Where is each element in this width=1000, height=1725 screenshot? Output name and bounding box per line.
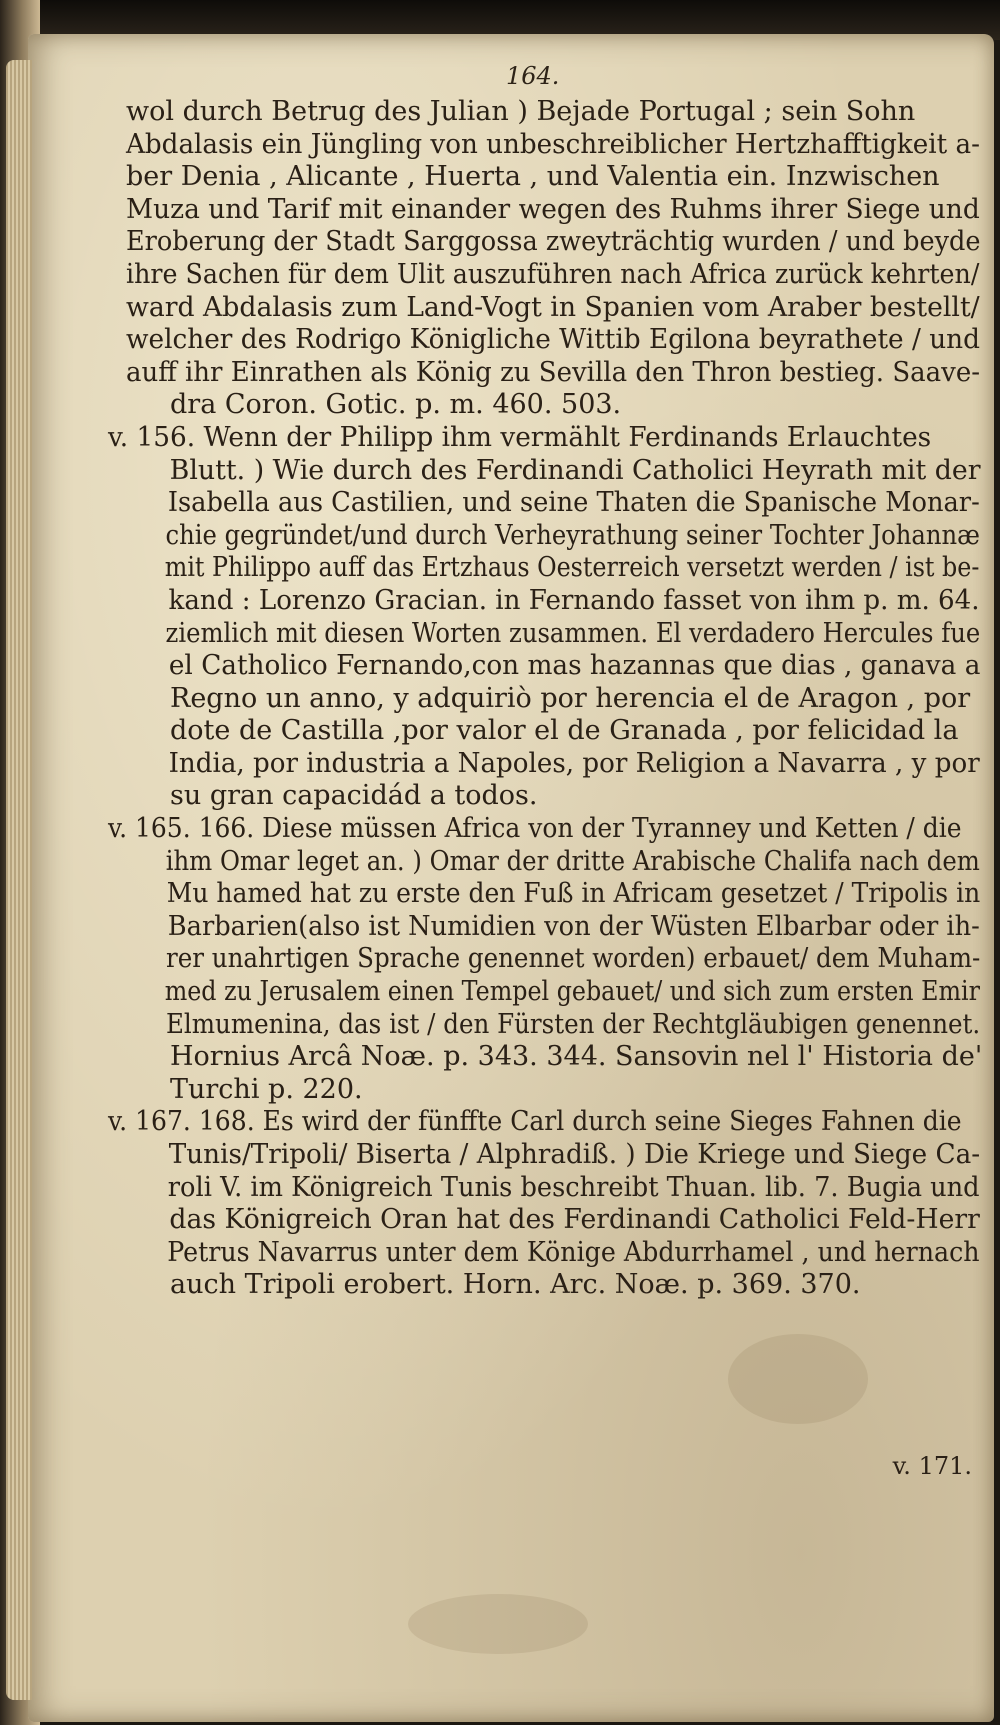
text-line: Petrus Navarrus unter dem Könige Abdurrhamel , und hernach [167, 1236, 980, 1268]
text-line: dote de Castilla ,por valor el de Granada , por felicidad la [170, 715, 959, 747]
text-line: Muza und Tarif mit einander wegen des Ruhms ihrer Siege und [126, 193, 980, 225]
text-line: kand : Lorenzo Gracian. in Fernando fasset von ihm p. m. 64. [168, 584, 980, 616]
text-line: welcher des Rodrigo Königliche Wittib Egilona beyrathete / und [126, 324, 980, 356]
text-line: roli V. im Königreich Tunis beschreibt Thuan. lib. 7. Bugia und [167, 1171, 980, 1203]
text-line: Abdalasis ein Jüngling von unbeschreiblicher Hertzhafftigkeit a- [126, 128, 980, 160]
text-line: Isabella aus Castilien, und seine Thaten die Spanische Monar- [167, 487, 980, 519]
text-line: Turchi p. 220. [170, 1073, 363, 1105]
text-line: das Königreich Oran hat des Ferdinandi Catholici Feld-Herr [169, 1204, 980, 1236]
text-line: Barbarien(also ist Numidien von der Wüsten Elbarbar oder ih- [167, 910, 980, 942]
page-stain [728, 1334, 868, 1424]
text-line: ihm Omar leget an. ) Omar der dritte Arabische Chalifa nach dem [165, 845, 980, 877]
page-edges [6, 60, 32, 1700]
verse-reference-line: v. 167. 168. Es wird der fünffte Carl durch seine Sieges Fahnen die [108, 1106, 962, 1138]
text-line: su gran capacidád a todos. [170, 780, 538, 812]
verse-reference-line: v. 165. 166. Diese müssen Africa von der Tyranney und Ketten / die [108, 813, 962, 845]
catchword: v. 171. [892, 1452, 972, 1480]
text-line: dra Coron. Gotic. p. m. 460. 503. [170, 389, 622, 421]
text-line: auff ihr Einrathen als König zu Sevilla den Thron bestieg. Saave- [126, 356, 981, 388]
text-line: Hornius Arcâ Noæ. p. 343. 344. Sansovin nel l' Historia de' [170, 1041, 983, 1073]
text-line: Regno un anno, y adquiriò por herencia el de Aragon , por [170, 682, 971, 714]
text-line: med zu Jerusalem einen Tempel gebauet/ und sich zum ersten Emir [164, 976, 980, 1008]
text-line: rer unahrtigen Sprache genennet worden) erbauet/ dem Muham- [165, 943, 981, 975]
text-line: el Catholico Fernando,con mas hazannas que dias , ganava a [168, 650, 981, 682]
text-line: wol durch Betrug des Julian ) Bejade Portugal ; sein Sohn [126, 96, 916, 127]
page-text [108, 96, 984, 1302]
text-line: ihre Sachen für dem Ulit auszuführen nach Africa zurück kehrten/ [126, 258, 980, 290]
text-line: ward Abdalasis zum Land-Vogt in Spanien vom Araber bestellt/ [126, 291, 980, 323]
text-line: Elmumenina, das ist / den Fürsten der Rechtgläubigen genennet. [165, 1008, 981, 1040]
text-line: Blutt. ) Wie durch des Ferdinandi Catholici Heyrath mit der [169, 454, 981, 486]
text-line: India, por industria a Napoles, por Religion a Navarra , y por [168, 747, 980, 779]
text-line: mit Philippo auff das Ertzhaus Oesterreich versetzt werden / ist be- [164, 552, 980, 584]
text-line: Mu hamed hat zu erste den Fuß in Africam gesetzet / Tripolis in [166, 878, 981, 910]
text-line: Eroberung der Stadt Sarggossa zweyträchtig wurden / und beyde [126, 226, 981, 258]
text-line: chie gegründet/und durch Verheyrathung seiner Tochter Johannæ [165, 519, 980, 551]
text-line: ber Denia , Alicante , Huerta , und Valentia ein. Inzwischen [126, 161, 940, 193]
page-number: 164. [506, 62, 560, 90]
text-line: Tunis/Tripoli/ Biserta / Alphradiß. ) Die Kriege und Siege Ca- [168, 1139, 981, 1170]
text-line: ziemlich mit diesen Worten zusammen. El verdadero Hercules fue [165, 617, 981, 649]
page-stain [408, 1594, 588, 1654]
text-line: auch Tripoli erobert. Horn. Arc. Noæ. p. 369. 370. [170, 1269, 861, 1301]
verse-reference-line: v. 156. Wenn der Philipp ihm vermählt Ferdinands Erlauchtes [108, 421, 932, 453]
